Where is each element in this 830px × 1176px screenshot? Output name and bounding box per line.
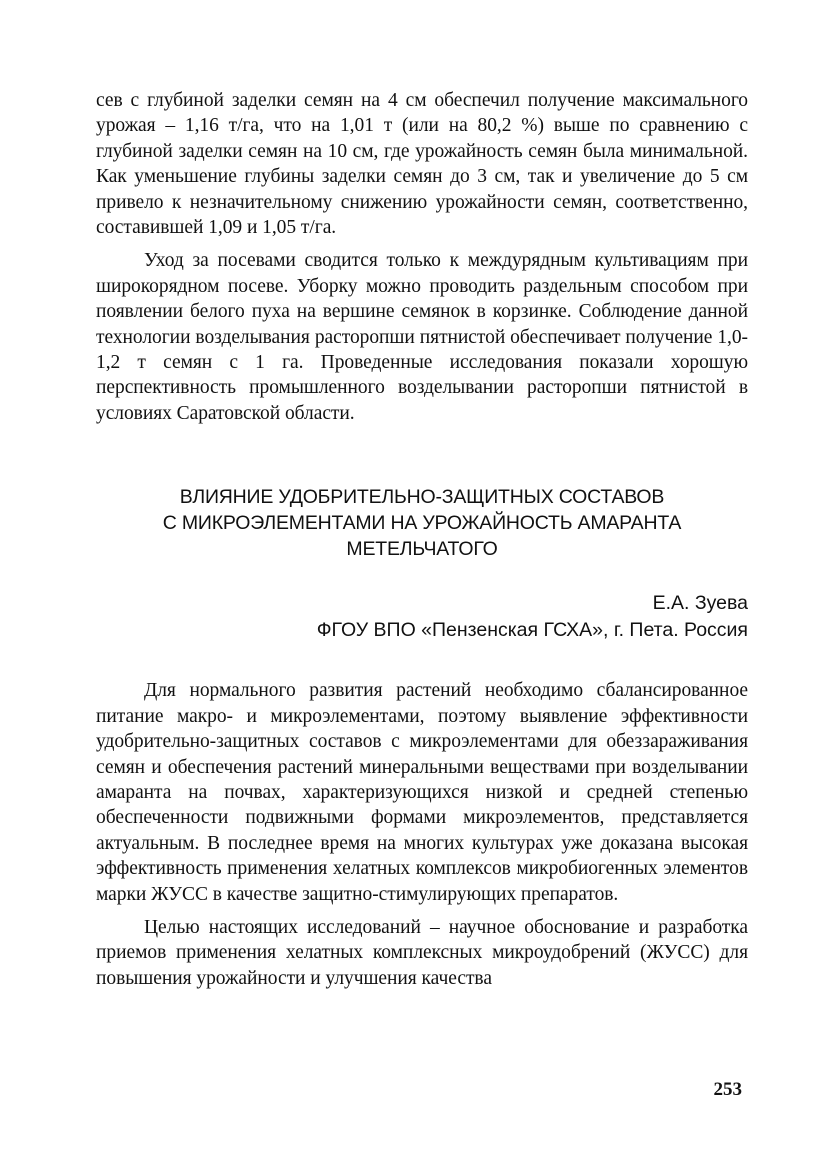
paragraph-care: Уход за посевами сводится только к междурядным культивациям при широкорядном посеве. Уборку можно проводить раздельным способом при появлении белого пуха на вершине семянок в корзинке. Соблюдение данной технологии возделывания расторопши пятнистой обеспечивает получение 1,0-1,2 т семян с 1 га. Проведенные исследования показали хорошую перспективность промышленного возделывании расторопши пятнистой в условиях Саратовской области. (96, 250, 748, 424)
paragraph-goal: Целью настоящих исследований – научное обоснование и разработка приемов применения хелатных комплексных микроудобрений (ЖУСС) для повышения урожайности и улучшения качества (96, 916, 748, 989)
paragraph-intro: Для нормального развития растений необходимо сбалансированное питание макро- и микроэлементами, поэтому выявление эффективности удобрительно-защитных составов с микроэлементами для обеззараживания семян и обеспечения растений минеральными веществами при возделывании амаранта на почвах, характеризующихся низкой и средней степенью обеспеченности подвижными формами микроэлементов, представляется актуальным. В последнее время на многих культурах уже доказана высокая эффективность применения хелатных комплексов микробиогенных элементов марки ЖУСС в качестве защитно-стимулирующих препаратов. (96, 680, 748, 905)
section-title (96, 484, 748, 562)
page-content (96, 88, 748, 991)
author-name: Е.А. Зуева (652, 592, 748, 615)
section-title-line-3: МЕТЕЛЬЧАТОГО (346, 538, 498, 561)
section-title-line-2: С МИКРОЭЛЕМЕНТАМИ НА УРОЖАЙНОСТЬ АМАРАНТА (162, 512, 682, 535)
section-title-line-1: ВЛИЯНИЕ УДОБРИТЕЛЬНО-ЗАЩИТНЫХ СОСТАВОВ (179, 486, 665, 509)
author-affiliation: ФГОУ ВПО «Пензенская ГСХА», г. Пета. Россия (316, 619, 748, 642)
author-block (96, 590, 748, 644)
article-body (96, 678, 748, 991)
paragraph-continuation: сев с глубиной заделки семян на 4 см обеспечил получение максимального урожая – 1,16 т/га, что на 1,01 т (или на 80,2 %) выше по сравнению с глубиной заделки семян на 10 см, где урожайность семян была минимальной. Как уменьшение глубины заделки семян до 3 см, так и увеличение до 5 см привело к незначительному снижению урожайности семян, соответственно, составившей 1,09 и 1,05 т/га. (96, 90, 748, 239)
page-number: 253 (713, 1079, 742, 1100)
